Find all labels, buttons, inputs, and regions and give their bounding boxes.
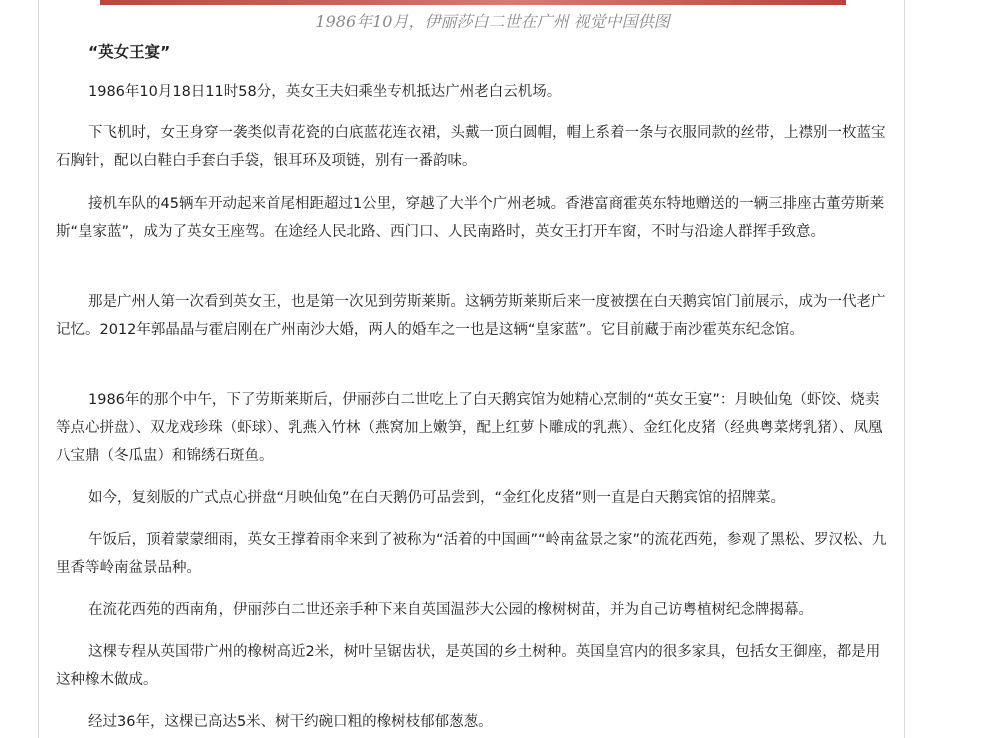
- left-page-border: [38, 0, 39, 738]
- paragraph: 如今，复刻版的广式点心拼盘“月映仙兔”在白天鹅仍可品尝到，“金红化皮猪”则一直是白天鹅宾馆的招牌菜。: [88, 490, 786, 506]
- paragraph: 在流花西苑的西南角，伊丽莎白二世还亲手种下来自英国温莎大公园的橡树树苗，并为自己访粤植树纪念牌揭幕。: [88, 602, 813, 618]
- photo-caption: 1986年10月，伊丽莎白二世在广州 视觉中国供图: [315, 12, 670, 31]
- right-page-border: [904, 0, 905, 738]
- section-heading: “英女王宴”: [88, 43, 171, 61]
- paragraph: 接机车队的45辆车开动起来首尾相距超过1公里，穿越了大半个广州老城。香港富商霍英东特地赠送的一辆三排座古董劳斯莱斯“皇家蓝”，成为了英女王座驾。在途经人民北路、西门口、人民南路时，英女王打开车窗，不时与沿途人群挥手致意。: [56, 196, 885, 240]
- paragraph: 午饭后，顶着蒙蒙细雨，英女王撑着雨伞来到了被称为“活着的中国画”“岭南盆景之家”的流花西苑，参观了黑松、罗汉松、九里香等岭南盆景品种。: [56, 532, 887, 576]
- paragraph: 1986年10月18日11时58分，英女王夫妇乘坐专机抵达广州老白云机场。: [88, 84, 562, 100]
- paragraph: 1986年的那个中午，下了劳斯莱斯后，伊丽莎白二世吃上了白天鹅宾馆为她精心烹制的“英女王宴”：月映仙兔（虾饺、烧卖等点心拼盘）、双龙戏珍珠（虾球）、乳燕入竹林（燕窝加上嫩笋，配上红萝卜雕成的乳燕）、金红化皮猪（经典粤菜烤乳猪）、凤凰八宝鼎（冬瓜盅）和锦绣石斑鱼。: [56, 392, 883, 464]
- paragraph: 下飞机时，女王身穿一袭类似青花瓷的白底蓝花连衣裙，头戴一顶白圆帽，帽上系着一条与衣服同款的丝带，上襟别一枚蓝宝石胸针，配以白鞋白手套白手袋，银耳环及项链，别有一番韵味。: [56, 125, 886, 169]
- paragraph: 经过36年，这棵已高达5米、树干约碗口粗的橡树枝郁郁葱葱。: [88, 714, 493, 730]
- article-photo: [100, 0, 846, 5]
- paragraph: 这棵专程从英国带广州的橡树高近2米，树叶呈锯齿状，是英国的乡土树种。英国皇宫内的很多家具，包括女王御座，都是用这种橡木做成。: [56, 644, 881, 688]
- paragraph: 那是广州人第一次看到英女王，也是第一次见到劳斯莱斯。这辆劳斯莱斯后来一度被摆在白天鹅宾馆门前展示，成为一代老广记忆。2012年郭晶晶与霍启刚在广州南沙大婚，两人的婚车之一也是这辆“皇家蓝”。它目前藏于南沙霍英东纪念馆。: [56, 294, 886, 338]
